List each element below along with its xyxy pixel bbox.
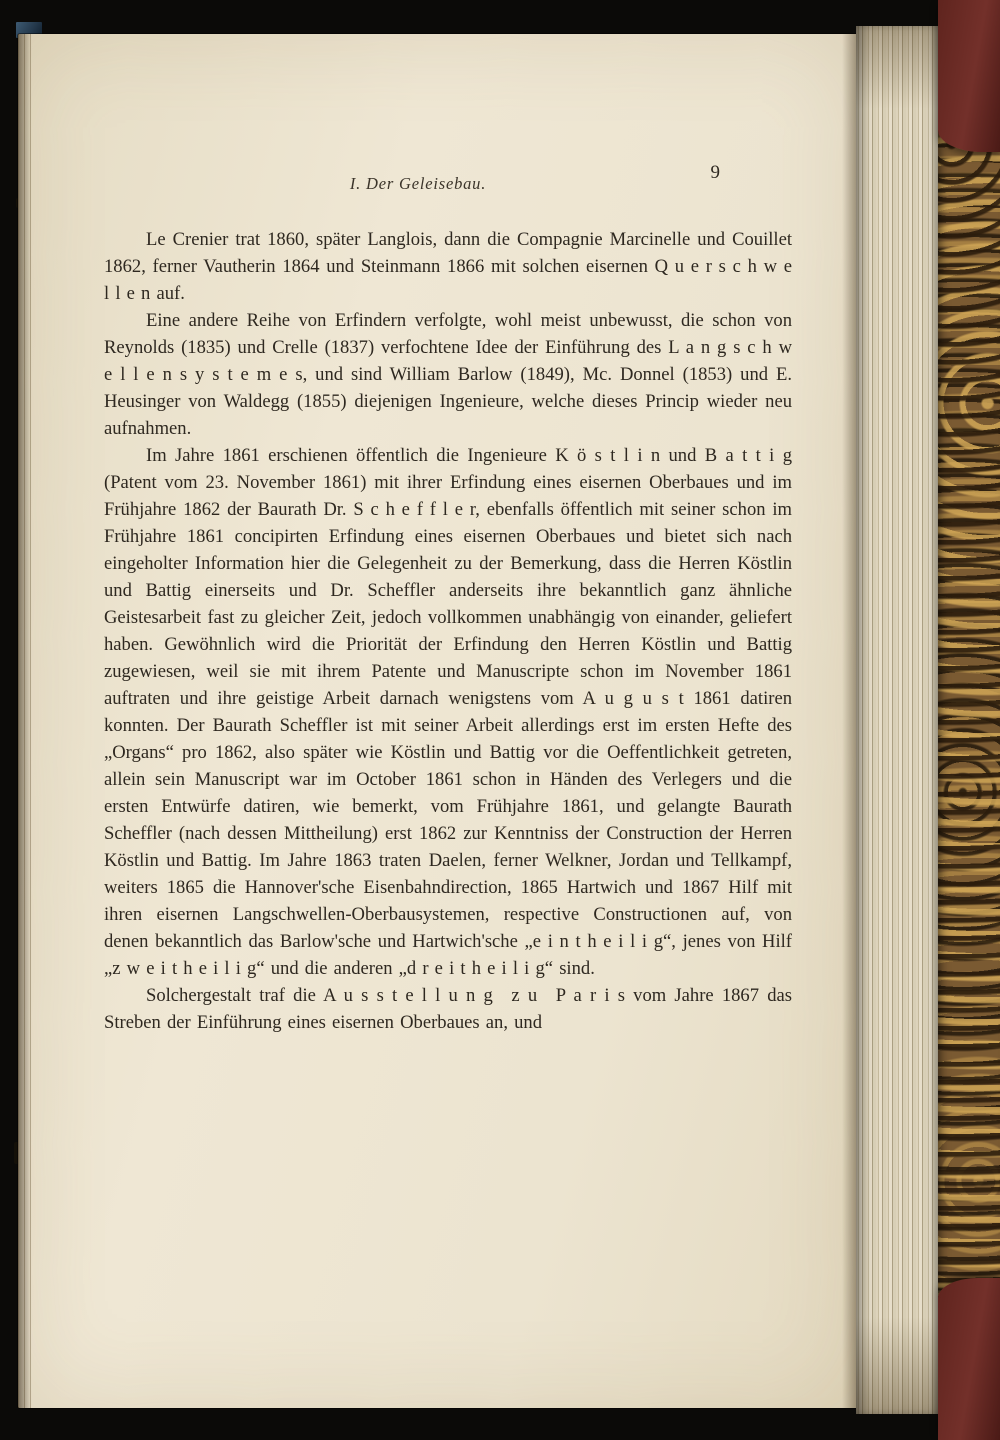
running-header bbox=[104, 162, 792, 208]
cover-spine-bottom bbox=[938, 1278, 1000, 1440]
page-text bbox=[104, 162, 792, 1036]
stacked-page-edges bbox=[856, 26, 938, 1414]
cover-spine-top bbox=[938, 0, 1000, 152]
paragraph: Solchergestalt traf die A u s s t e l l u n g z u P a r i s vom Jahre 1867 das Streben der Einführung eines eisernen Oberbaues an, und bbox=[104, 985, 792, 1033]
page-number: 9 bbox=[710, 162, 720, 183]
paragraph: Im Jahre 1861 erschienen öffentlich die Ingenieure K ö s t l i n und B a t t i g (Patent vom 23. November 1861) mit ihrer Erfindung eines eisernen Oberbaues und im Frühjahre 1862 der Baurath Dr. S c h e f f l e r, ebenfalls öffentlich mit seiner schon im Frühjahre 1861 concipirten Erfindung eines eisernen Oberbaues und bietet sich nach eingeholter Information hier die Gelegenheit zu der Bemerkung, dass die Herren Köstlin und Battig einerseits und Dr. Scheffler anderseits ihre bekanntlich ganz ähnliche Geistesarbeit fast zu gleicher Zeit, jedoch vollkommen unabhängig von einander, geliefert haben. Gewöhnlich wird die Priorität der Erfindung den Herren Köstlin und Battig zugewiesen, weil sie mit ihrem Patente und Manuscripte schon im November 1861 auftraten und ihre geistige Arbeit darnach wenigstens vom A u g u s t 1861 datiren konnten. Der Baurath Scheffler ist mit seiner Arbeit allerdings erst im ersten Hefte des „Organs“ pro 1862, also später wie Köstlin und Battig vor die Oeffentlichkeit getreten, allein sein Manuscript war im October 1861 schon in Händen des Verlegers und die ersten Entwürfe datiren, wie bemerkt, vom Frühjahre 1861, und gelangte Baurath Scheffler (nach dessen Mittheilung) erst 1862 zur Kenntniss der Construction der Herren Köstlin und Battig. Im Jahre 1863 traten Daelen, ferner Welkner, Jordan und Tellkampf, weiters 1865 die Hannover'sche Eisenbahndirection, 1865 Hartwich und 1867 Hilf mit ihren eisernen Langschwellen-Oberbausystemen, respective Constructionen auf, von denen bekanntlich das Barlow'sche und Hartwich'sche „e i n t h e i l i g“, jenes von Hilf „z w e i t h e i l i g“ und die anderen „d r e i t h e i l i g“ sind. bbox=[104, 445, 792, 979]
marbled-cover bbox=[938, 0, 1000, 1440]
paragraph: Eine andere Reihe von Erfindern verfolgte, wohl meist unbewusst, die schon von Reynolds (1835) und Crelle (1837) verfochtene Idee der Einführung des L a n g s c h w e l l e n s y s t e m e s, und sind William Barlow (1849), Mc. Donnel (1853) und E. Heusinger von Waldegg (1855) diejenigen Ingenieure, welche dieses Princip wieder neu aufnahmen. bbox=[104, 310, 792, 439]
body-text bbox=[104, 226, 792, 1036]
book-page bbox=[18, 34, 856, 1408]
running-title: I. Der Geleisebau. bbox=[349, 174, 487, 193]
paragraph: Le Crenier trat 1860, später Langlois, dann die Compagnie Marcinelle und Couillet 1862, ferner Vautherin 1864 und Steinmann 1866 mit solchen eisernen Q u e r s c h w e l l e n auf. bbox=[104, 229, 792, 304]
